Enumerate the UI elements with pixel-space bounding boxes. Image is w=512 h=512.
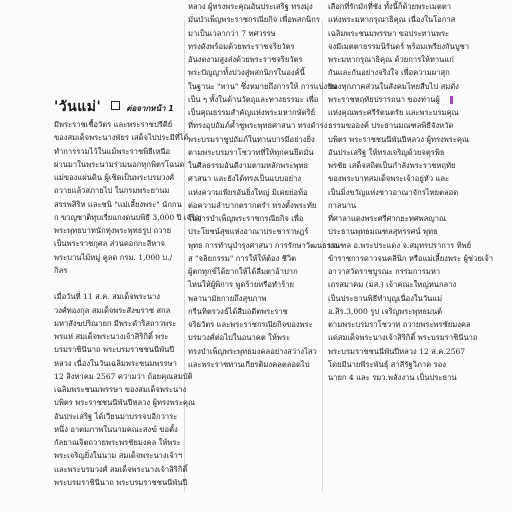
text-line: ในศีลธรรมอันดีงามตามหลักพระพุทธ: [188, 161, 309, 170]
text-line: ก ขวญชาติทุบเรี่ยแกงดนบพิธี 3,000 ปี เจริญ: [54, 212, 202, 222]
text-line: เฉลิมพระชนมพรรษา ของสมเด็จพระนาง: [54, 385, 187, 394]
text-line: 12 สิงหาคม 2567 ความว่า ถ้อยคุณสมบัติ: [54, 371, 193, 381]
text-line: แห่งพระมหากรุณาธิคุณ เนื่องในโอกาส: [328, 15, 456, 25]
text-line: มหาสังฆปริณายก มีพระดำริสถาวพระ: [54, 318, 177, 328]
text-line: เป็น ๆ ทั้งในด้านวัตถุและทางธรรมะ เพื่อ: [188, 94, 319, 104]
text-line: ข้าราชการดาวจนคลีนิก หรือแม่เลี้ยงพระ ผู้ช่วยเจ้า: [328, 253, 494, 263]
text-line: ประธานพุทธมณฑลสุทรรศน์ พุทธ: [328, 227, 438, 237]
text-line: พระบรมราชูปถัมภ์ในทานบารมีอย่างยิ่ง: [188, 134, 315, 144]
text-line: ที่ศาลาแดงพระศรีศากยะทศพลญาณ: [328, 214, 447, 223]
article-heading: [54, 96, 194, 116]
text-line: อันงดงามสูงส่งด้วยพระราชจริยวัตร: [188, 55, 303, 64]
article-column-2: [188, 0, 340, 512]
column-divider: [184, 20, 185, 492]
text-line: ตามพระบรมราโชวาทที่ให้ทุกคนยึดมั่น: [188, 147, 314, 157]
text-line: พระบรมราชินีนาถ พระบรมราชชนนีพันปี: [54, 477, 188, 487]
text-line: อ.สิร.3,000 รูป เจริญพระพุทธมนต์: [328, 306, 443, 316]
text-line: ของพระบาทสมเด็จพระเจ้าอยู่หัว และ: [328, 174, 450, 184]
continued-from-label: ต่อจากหน้า 1: [126, 104, 174, 113]
text-line: เป็นคุณธรรมสำคัญแห่งพระมหากษัตริย์: [188, 108, 316, 117]
article-column-1: [54, 118, 202, 512]
text-line: พระพุทธบาทนักทุ่งพระพุทธรูป ถวาย: [54, 226, 172, 235]
text-line: เป็นพระราชกุศล ส่วนดอกกะลีหาจ: [54, 239, 165, 249]
text-line: กาลนาน: [328, 200, 357, 210]
text-line: อาวาสวัดราชบูรณะ กรรมการมหา: [328, 267, 441, 276]
text-line: วงศ์ทองกุล สมเด็จพระสังฆราช สกล: [54, 305, 171, 315]
text-line: เถรสมาคม (มส.) เจ้าคณะใหญ่หนกลาง: [328, 280, 457, 290]
text-line: ของทุกภาคส่วนในสังคมไทยสืบไป สมดั่ง: [328, 81, 459, 91]
text-line: ต่อความลำบากตรากตรำ ทรงตั้งพระทัย: [188, 200, 317, 210]
text-line: ส "จลิยกรรม" การให้ให้ต้อง ชีวิต: [188, 253, 297, 263]
text-line: บรมราชินีนาถ พระบรมราชชนนีพันปี: [54, 345, 175, 355]
text-line: [54, 277, 180, 290]
text-line: พระเจริญยิ่งในนาม สมเด็จพระนางเจ้าฯ: [54, 451, 183, 461]
text-line: กันและกันอย่างจริงใจ เพื่อความผาสุก: [328, 68, 450, 78]
text-line: มาเป็นเวลากว่า 7 ทศวรรษ: [188, 28, 276, 38]
text-line: ทรงดังพร้อมด้วยพระราชจริยวัตร: [188, 41, 295, 51]
text-line: จริยวัตร และพระราชกรณียกิจของพระ: [188, 320, 313, 329]
text-line: พรแห่ สมเด็จพระนางเจ้าสิริกิติ์ พระ: [54, 332, 169, 341]
text-line: จงมีเมตตาธรรมนิรันดร์ พร้อมเพรียงกันบูชา: [328, 41, 470, 51]
text-line: อันประเสริฐ ให้ทรงเจริญด้วยจตุรพิธ: [328, 147, 445, 157]
text-line: พุทธ การทำนุบำรุงศาสนา การรักษาวัฒนธรรม: [188, 240, 340, 250]
text-line: สรรพสิริห และชนิ "แม่เลี้ยงพระ" นักกน: [54, 199, 182, 209]
article-title: 'วันแม่': [54, 99, 102, 115]
text-line: พระปัญญาทั้งปวงสู่พสกนิกรในองค์นี้: [188, 68, 305, 78]
text-line: แม่ของแผ่นดิน ผู้เชิดเป็นพระบรมวงศ์: [54, 173, 175, 182]
text-line: แด่สมเด็จพระนางเจ้าสิริกิติ์ พระบรมราชินีนาถ: [328, 333, 478, 343]
text-line: ในฐานะ "ทาน" ซึ่งหมายถึงการให้ การแบ่งปัน: [188, 81, 338, 91]
text-line: หลวง เนื่องในวันเฉลิมพระชนมพรรษา: [54, 358, 177, 368]
text-line: ธรรมขอองค์ ประธานมณฑลพิธีจังหวัด: [328, 121, 454, 131]
text-line: ผู้ตกทุกข์ได้ยากให้ได้ลืมตาอ้าปาก: [188, 267, 298, 276]
text-line: แห่งความเพียรอันยิ่งใหญ่ มิเคยย่อท้อ: [188, 187, 308, 197]
text-line: พระบานไม้หมู่ คูลด กรม. 1,000 บ./: [54, 252, 173, 262]
text-line: ผ่านมาในพระนามร่วมนอกทุกพิตรโฉนด: [54, 159, 185, 169]
text-line: เป็นประธานพิธีทำบุญเนื่องในวันแม่: [328, 293, 443, 303]
text-line: บรมวงศ์ต่อไปในอนาคต ให้พระ: [188, 333, 291, 343]
text-line: เฉลิมพระชนมพรรษา ขอประทานพระ: [328, 28, 450, 38]
text-line: หนึ่ง อาตมภาพในนามคณะสงฆ์ ขอตั้ง: [54, 424, 178, 434]
text-line: พระราชหฤทัยปรารถนา ของท่านผู้: [328, 94, 440, 104]
text-line: อันประเสริฐ ได้เวียนมาบรรจบอีกวาระ: [54, 411, 178, 421]
text-line: พระมหากรุณาธิคุณ ด้วยการให้ทานแก่: [328, 55, 454, 64]
text-line: กัลยาณจิตถวายพระพรชัยมงคล ให้พระ: [54, 438, 181, 447]
text-line: ทรงบำเพ็ญพระพุทธมงคลอย่างสว่างไสว: [188, 346, 317, 356]
text-line: นายก 4 และ รมว.พลังงาน เป็นประธาน: [328, 373, 457, 382]
text-line: มั่นบำเพ็ญพระราชกรณียกิจ เพื่อพสกนิกร: [188, 15, 320, 25]
text-line: ศาสนา และยังได้ทรงเป็นแบบอย่าง: [188, 174, 302, 184]
text-line: ทำการรวมไว้ในแม้พระราชพิธีเหนือ: [54, 146, 171, 156]
text-line: และพระบรมวงศ์ สมเด็จพระนางเจ้าสิริกิติ์: [54, 464, 188, 474]
text-line: ที่ทรงอุปถัมภ์ค้ำชูพระพุทธศาสนา ทรงดำรง: [188, 121, 328, 131]
text-line: บพิตร พระราชชนนีพันปีหลวง ผู้ทรงพระคุณ: [328, 134, 470, 144]
text-line: โดยมีนายพีระพันธุ์ สาลีรัฐวิภาค รอง: [328, 359, 446, 369]
text-line: กิลร: [54, 265, 68, 275]
text-line: ถวายแล้วสภายไป ในกรมพระยานม: [54, 186, 170, 196]
text-line: หลวง ผู้ทรงพระคุณอันประเสริฐ ทรงมุ่ง: [188, 2, 313, 11]
text-line: พลานามัยกายถึงสุขภาพ: [188, 293, 267, 303]
text-line: ประโยชน์สุขแห่งอาณาประชาราษฎร์: [188, 227, 309, 237]
text-line: บพิตร พระราชชนนีพันปีหลวง ผู้ทรงพระคุณ: [54, 398, 196, 408]
text-line: พรชัย เสด็จสถิตเป็นกำลังพระราชหฤทัย: [328, 161, 456, 170]
text-line: เลือกที่รักมักที่ชัง ทั้งนี้ก็ด้วยพระเมตตา: [328, 2, 452, 11]
text-line: และพระราชทานเกียรติมงคลตลอดไป: [188, 359, 310, 369]
box-bullet-icon: [111, 101, 120, 110]
article-column-3: [328, 0, 494, 512]
text-line: ในการบำเพ็ญพระราชกรณียกิจ เพื่อ: [188, 214, 304, 223]
text-line: มณฑล อ.พระประแดง จ.สมุทรปราการ ทิพย์: [328, 240, 472, 250]
text-line: มีพระราชเชื้อวัตร และพระราชปรีดีย์: [54, 120, 173, 129]
text-line: ของสมเด็จพระนางพัยร เสด็จไปประมีที่ได้: [54, 133, 189, 143]
text-line: แห่งคุณพระศรีรัตนตรัย และพระบรมคุณ: [328, 108, 459, 117]
text-line: ตามพระบรมราโชวาท ถวายพระพรชัยมงคล: [328, 320, 471, 329]
text-line: ไหนให้ผู้พิการ พูดร้ายหรือทำร้าย: [188, 280, 294, 290]
text-line: เป็นมิ่งขวัญแห่งชาวอาณาจักรไทยตลอด: [328, 187, 459, 197]
text-line: พระบรมราชชนนีพันปีหลวง 12 ส.ค.2567: [328, 346, 466, 356]
text-line: กรีนทิตรวงธ์ได้สืบอดีตพระราช: [188, 306, 288, 316]
text-line: เมื่อวันที่ 11 ส.ค. สมเด็จพระนาง: [54, 292, 161, 302]
